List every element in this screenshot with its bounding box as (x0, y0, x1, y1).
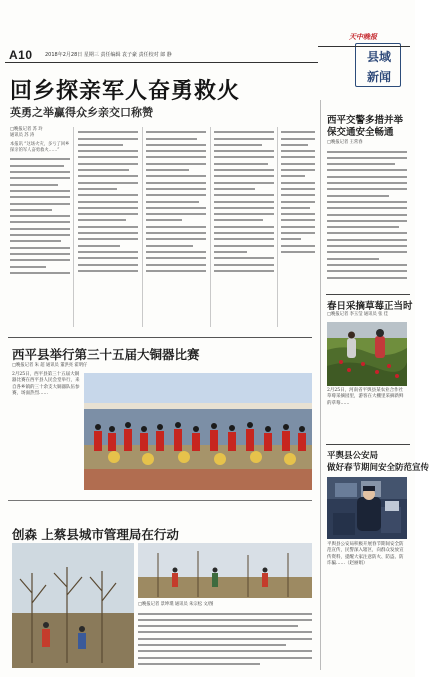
story3-title: 创森 上蔡县城市管理局在行动 (12, 527, 179, 542)
lead-byline: □晚报记者 苏 玲 通讯员 苏 涛 (10, 127, 43, 139)
tree-planting-photo-right (138, 543, 312, 598)
dateline: 2018年2月28日 星期三 责任编辑 袁子豪 责任校对 郎 静 (45, 52, 172, 58)
tree-planting-photo-left (12, 543, 134, 668)
story2-byline: □晚报记者 朱 超 通讯员 董洪亮 霍明仔 (12, 363, 88, 368)
police-photo (327, 477, 407, 539)
sidebar-story1-byline: □晚报记者 王常春 (327, 140, 363, 145)
strawberry-photo (327, 322, 407, 386)
lead-column-2 (78, 127, 138, 327)
brand-line-1: 县域 (366, 50, 391, 64)
sidebar-story2-byline: □晚报记者 李玉莹 通讯员 张 佳 (327, 312, 389, 317)
lead-column-5 (281, 127, 315, 327)
story2-byline-wrap (12, 363, 312, 371)
lead-subhead: 英勇之举赢得众乡亲交口称赞 (10, 106, 153, 119)
lead-headline: 回乡探亲军人奋勇救火 (10, 79, 241, 104)
sidebar-story3-subtitle: 做好春节期间安全防范宣传 (327, 463, 429, 473)
sidebar-story2-title: 春日采摘草莓正当时 (327, 301, 413, 312)
lead-column-3 (146, 127, 206, 327)
police-caption: 平舆县公安局积极开展春节期间安全防范宣传，民警深入辖区，向群众发放宣传资料，提醒大家注意防火、防盗、防诈骗……（赵丽娟） (327, 542, 404, 567)
story2-caption: 2月25日，西平县第三十五届大铜器比赛在西平县人民会堂举行，来自各乡镇的三十余支大铜器队伍参赛，场面热烈…… (12, 372, 80, 397)
section-brand (349, 32, 409, 92)
sidebar-story1-title: 西平交警多措并举 (327, 115, 404, 126)
lead-excerpt: 本报讯 “这场火灾，多亏了回乡探亲的军人奋勇救火……” (10, 141, 70, 153)
sidebar-story1-body (327, 140, 407, 292)
sidebar-story1-subtitle: 保交通安全畅通 (327, 127, 394, 138)
bronze-competition-photo (84, 373, 312, 490)
sidebar-story3-title: 平舆县公安局 (327, 451, 379, 461)
story3-byline: □晚报记者 景坤璞 通讯员 朱宗松 文/图 (138, 602, 214, 607)
lead-column-4 (214, 127, 274, 327)
brand-line-2: 新闻 (366, 70, 391, 84)
strawberry-caption: 2月25日，河南省平舆县某农业合作社草莓采摘园里，游客在大棚里采摘新鲜的草莓…… (327, 388, 404, 406)
header-rule (5, 62, 318, 63)
brand-masthead: 天中晚报 (349, 32, 377, 41)
story3-body (138, 602, 312, 670)
story2-title: 西平县举行第三十五届大铜器比赛 (12, 347, 200, 362)
brand-box (355, 43, 401, 87)
lead-column-1 (10, 127, 70, 327)
section-number: A10 (9, 48, 33, 62)
